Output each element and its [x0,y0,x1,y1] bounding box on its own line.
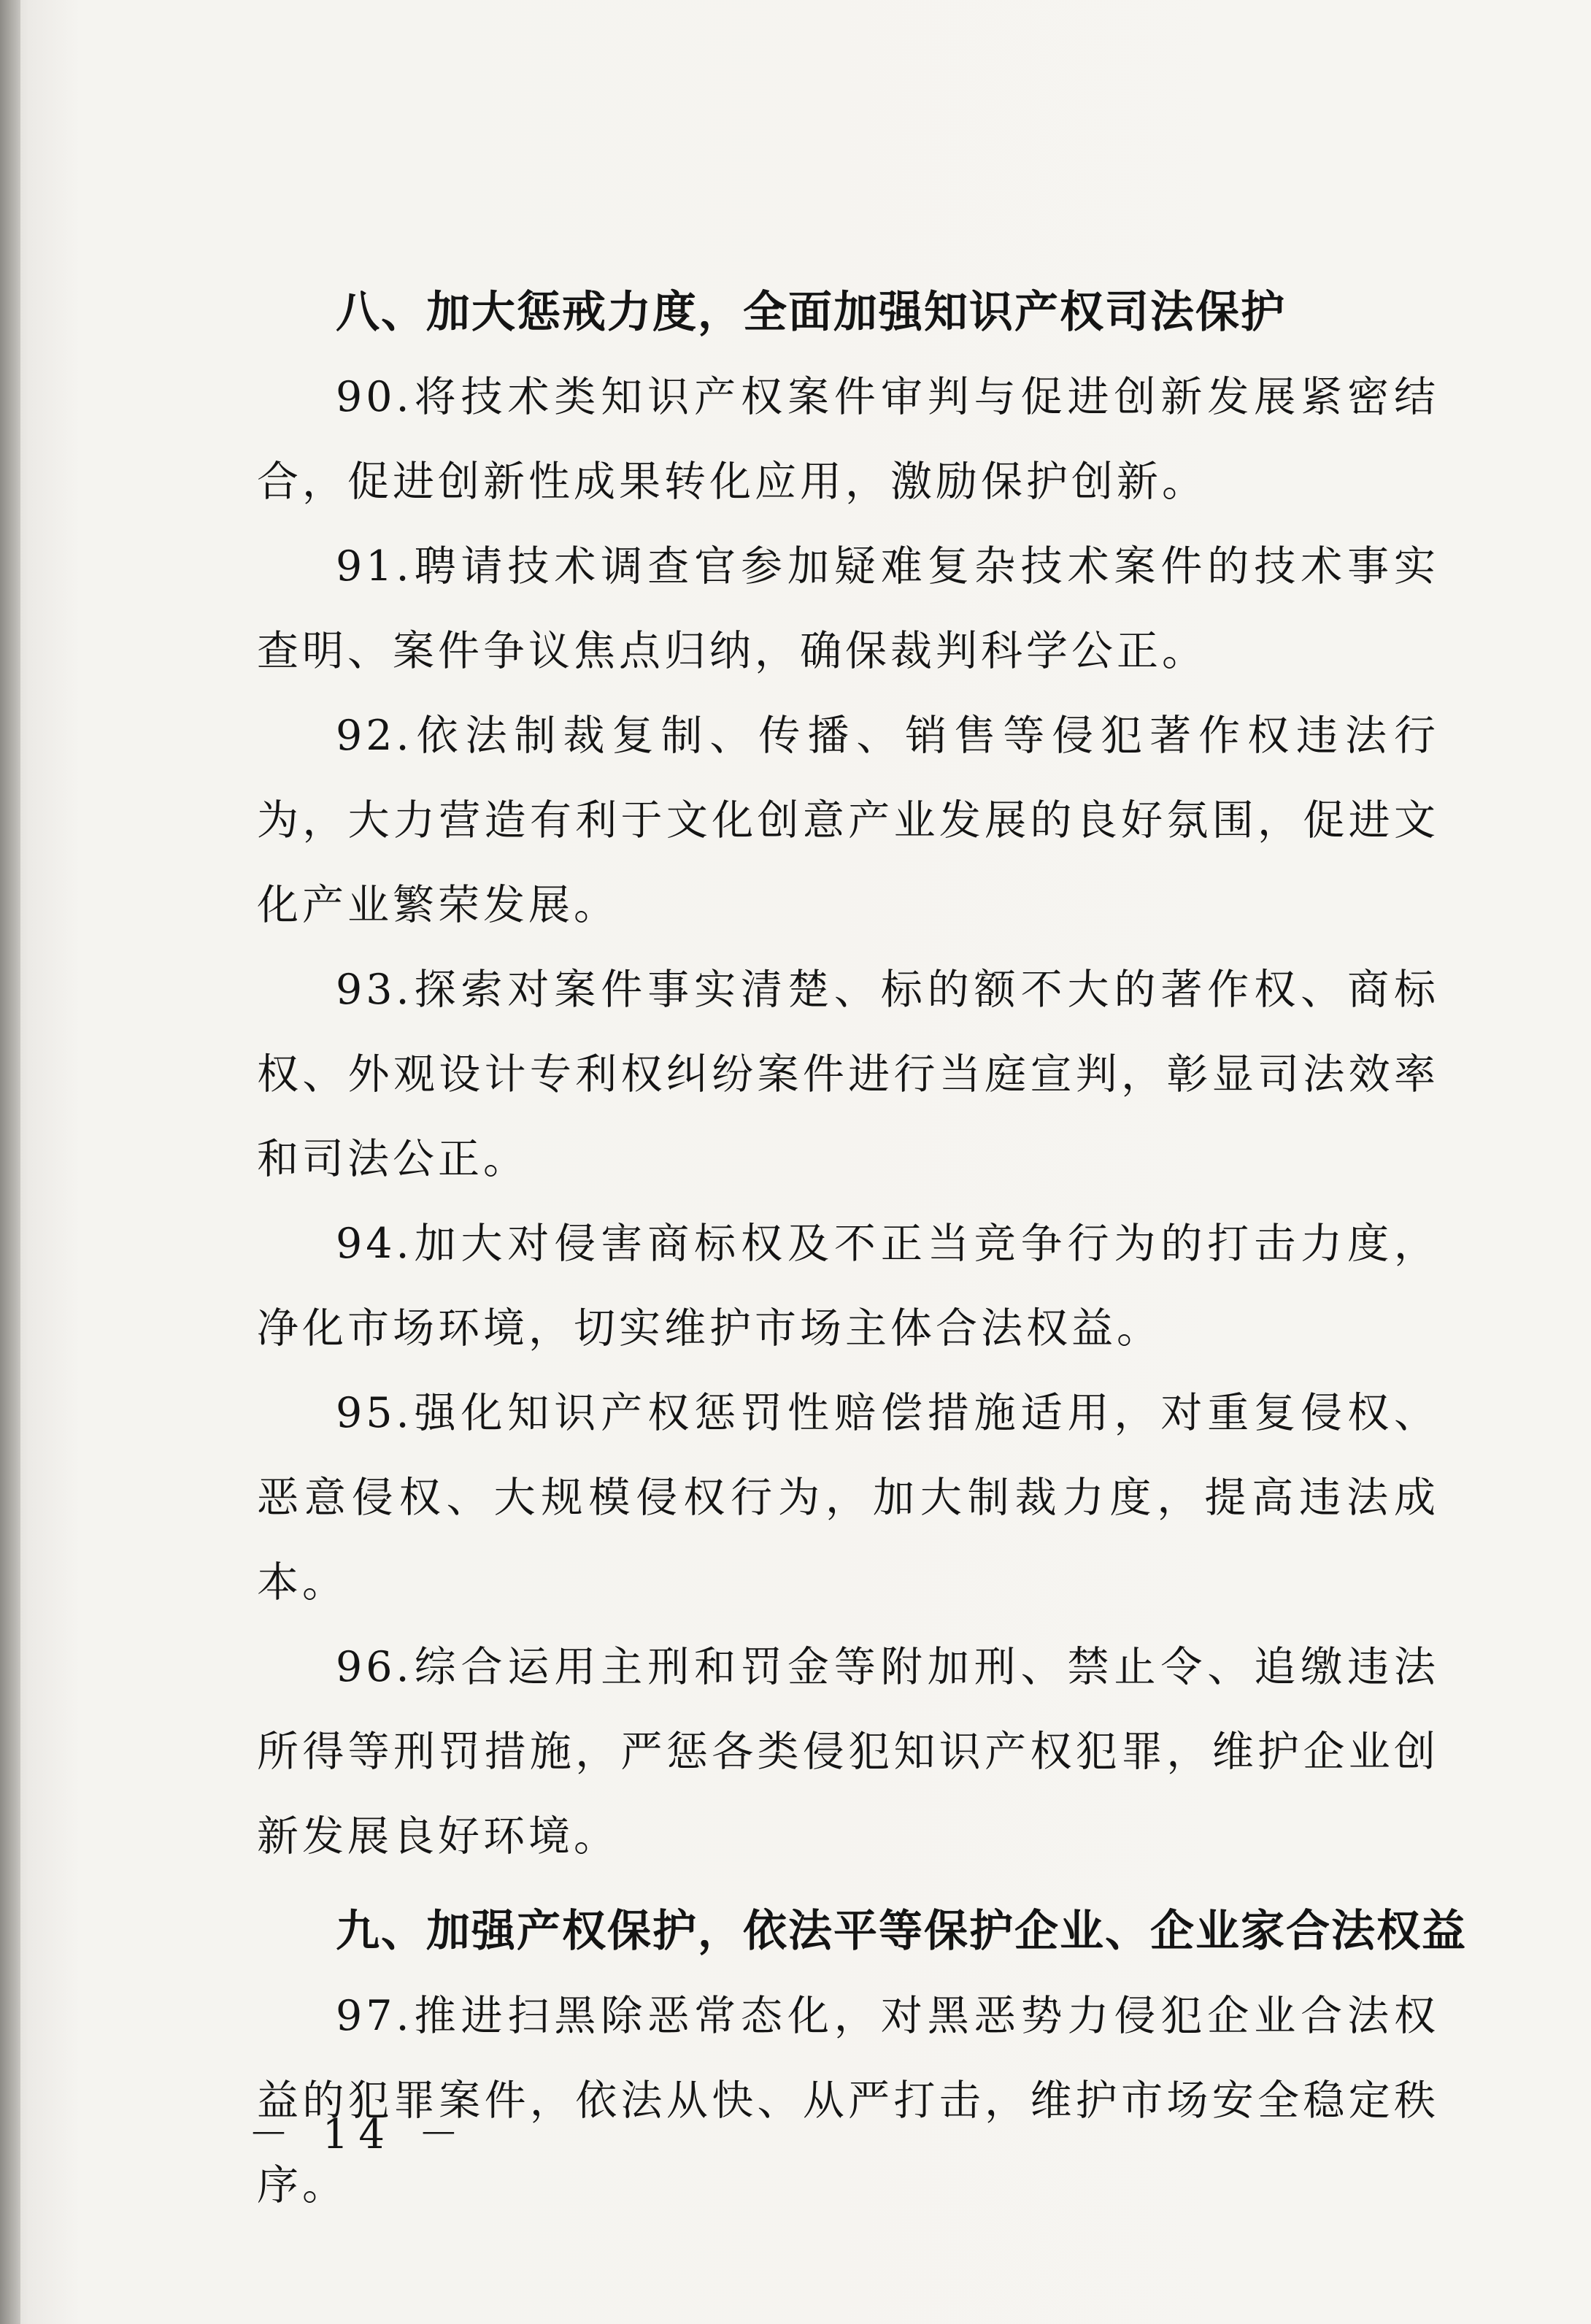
page-binding-shadow [0,0,20,2324]
item-97: 97.推进扫黑除恶常态化，对黑恶势力侵犯企业合法权益的犯罪案件，依法从快、从严打击，维护市场安全稳定秩序。 [257,1992,1439,2209]
page-number: － 14 － [248,2111,469,2158]
item-90: 90.将技术类知识产权案件审判与促进创新发展紧密结合，促进创新性成果转化应用，激励保护创新。 [257,373,1439,506]
section-heading-9: 九、加强产权保护，依法平等保护企业、企业家合法权益 [336,1906,1467,1957]
item-92: 92.依法制裁复制、传播、销售等侵犯著作权违法行为，大力营造有利于文化创意产业发展的良好氛围，促进文化产业繁荣发展。 [257,712,1439,929]
document-body [257,270,1467,2228]
item-93: 93.探索对案件事实清楚、标的额不大的著作权、商标权、外观设计专利权纠纷案件进行当庭宣判，彰显司法效率和司法公正。 [257,966,1439,1183]
item-96: 96.综合运用主刑和罚金等附加刑、禁止令、追缴违法所得等刑罚措施，严惩各类侵犯知识产权犯罪，维护企业创新发展良好环境。 [257,1643,1439,1861]
item-95: 95.强化知识产权惩罚性赔偿措施适用，对重复侵权、恶意侵权、大规模侵权行为，加大制裁力度，提高违法成本。 [257,1389,1439,1607]
section-heading-8: 八、加大惩戒力度，全面加强知识产权司法保护 [336,287,1286,338]
item-91: 91.聘请技术调查官参加疑难复杂技术案件的技术事实查明、案件争议焦点归纳，确保裁判科学公正。 [257,542,1439,675]
item-94: 94.加大对侵害商标权及不正当竞争行为的打击力度，净化市场环境，切实维护市场主体合法权益。 [257,1220,1439,1353]
